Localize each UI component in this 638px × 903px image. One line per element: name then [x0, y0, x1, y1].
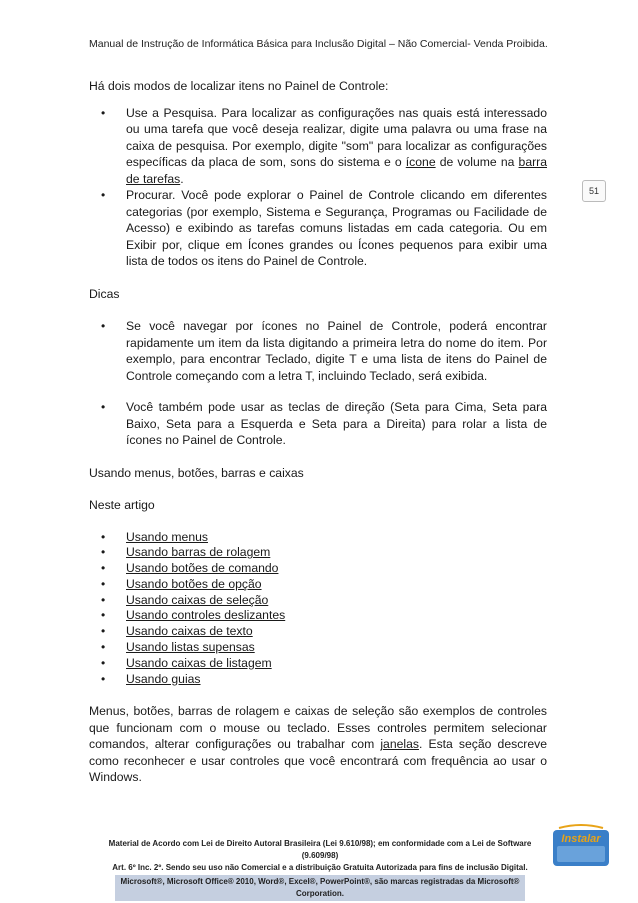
logo-keyboard: [557, 846, 605, 862]
link-botoes-de-comando[interactable]: Usando botões de comando: [126, 561, 279, 576]
link-caixas-de-listagem[interactable]: Usando caixas de listagem: [126, 655, 272, 670]
mode-text: Use a Pesquisa. Para localizar as configurações nas quais está interessado ou uma tarefa que você deseja realizar, digite uma palavra ou uma frase na caixa de pesquisa. Por exemplo, digite "som" para localizar as configurações específicas da placa de som, sons do sistema e o: [126, 105, 547, 169]
list-item: • Você também pode usar as teclas de direção (Seta para Cima, Seta para Baixo, Seta para a Esquerda e Seta para a Direita) para rolar a lista de ícones no Painel de Controle.: [89, 399, 547, 449]
intro-paragraph: Há dois modos de localizar itens no Painel de Controle:: [89, 79, 389, 93]
list-item: [89, 593, 547, 609]
list-item: [89, 577, 547, 593]
article-heading: Neste artigo: [89, 498, 155, 512]
closing-text: Menus, botões, barras de rolagem e caixas de seleção são exemplos de controles que funcionam com o mouse ou teclado. Esses controles permitem selecionar comandos, alterar configurações ou trabalhar com: [89, 704, 547, 752]
link-guias[interactable]: Usando guias: [126, 671, 201, 686]
footer-line-2: Art. 6º Inc. 2º. Sendo seu uso não Comercial e a distribuição Gratuita Autorizada para fins de inclusão Digital.: [112, 863, 528, 872]
running-header: Manual de Instrução de Informática Básica para Inclusão Digital – Não Comercial- Venda Proibida.: [89, 38, 548, 50]
link-barras-de-rolagem[interactable]: Usando barras de rolagem: [126, 545, 271, 560]
page-content: [89, 78, 547, 786]
footer-trademark-bar: Microsoft®, Microsoft Office® 2010, Word®, Excel®, PowerPoint®, são marcas registradas da Microsoft® Corporation.: [115, 875, 525, 901]
list-item: [89, 561, 547, 577]
taskbar-link[interactable]: barra de tarefas: [126, 155, 547, 186]
article-links: [89, 530, 547, 688]
link-caixas-de-texto[interactable]: Usando caixas de texto: [126, 624, 253, 639]
logo-arc: [559, 825, 603, 828]
page-footer: [90, 838, 550, 901]
list-item: [89, 608, 547, 624]
list-item: [89, 640, 547, 656]
logo-text: Instalar: [561, 833, 601, 845]
list-item: [89, 105, 547, 188]
page-number: 51: [582, 180, 606, 202]
link-botoes-de-opcao[interactable]: Usando botões de opção: [126, 576, 262, 591]
mode-text: .: [180, 171, 184, 186]
list-item: [89, 530, 547, 546]
list-item: [89, 624, 547, 640]
link-listas-supensas[interactable]: Usando listas supensas: [126, 640, 255, 655]
mode-text: de volume na: [435, 155, 519, 169]
modes-list: [89, 105, 547, 270]
closing-text: . Esta seção descreve como reconhecer e usar controles que você encontrará com frequência ao usar o Windows.: [89, 737, 547, 785]
link-caixas-de-selecao[interactable]: Usando caixas de seleção: [126, 592, 269, 607]
tips-heading: Dicas: [89, 286, 120, 301]
tips-list: [89, 318, 547, 449]
closing-paragraph: [89, 703, 547, 786]
list-item: [89, 656, 547, 672]
janelas-link[interactable]: janelas: [380, 737, 419, 752]
icone-link[interactable]: ícone: [405, 155, 436, 169]
link-controles-deslizantes[interactable]: Usando controles deslizantes: [126, 608, 286, 623]
list-item: [89, 672, 547, 688]
list-item: • Se você navegar por ícones no Painel de Controle, poderá encontrar rapidamente um item da lista digitando a primeira letra do nome do item. Por exemplo, para encontrar Teclado, digite T e uma lista de itens do Painel de Controle começando com a letra T, incluindo Teclado, será exibida.: [89, 318, 547, 384]
footer-line-1: Material de Acordo com Lei de Direito Autoral Brasileira (Lei 9.610/98); em conformidade com a Lei de Software (9.609/98): [108, 839, 532, 860]
section-title: Usando menus, botões, barras e caixas: [89, 465, 304, 480]
instalar-logo: [551, 822, 611, 870]
link-usando-menus[interactable]: Usando menus: [126, 529, 208, 544]
list-item: [89, 545, 547, 561]
list-item: • Procurar. Você pode explorar o Painel de Controle clicando em diferentes categorias (por exemplo, Sistema e Segurança, Programas ou Facilidade de Acesso) e exibindo as tarefas comuns listadas em cada categoria. Ou em Exibir por, clique em Ícones grandes ou Ícones pequenos para exibir uma lista de todos os itens do Painel de Controle.: [89, 187, 547, 270]
